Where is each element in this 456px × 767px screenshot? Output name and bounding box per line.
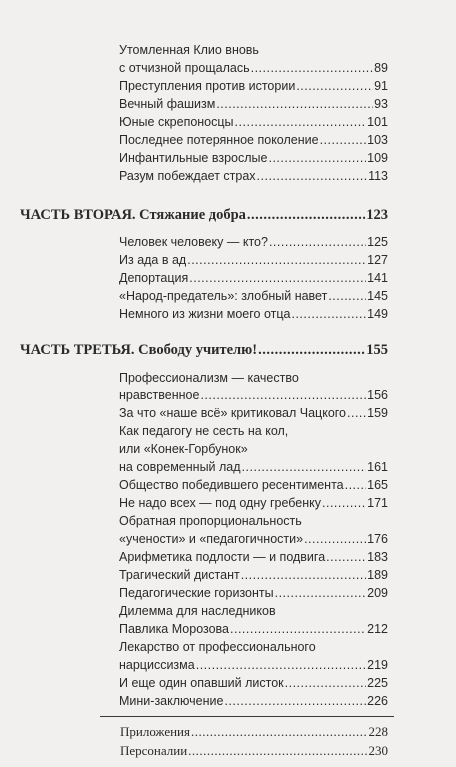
toc-entry[interactable] [119,387,388,404]
toc-entry-title: Из ада в ад [119,253,187,267]
toc-entry-title: Преступления против истории [119,79,296,93]
toc-entry-page: 176 [367,532,388,546]
toc-entry-page: 127 [367,253,388,267]
toc-entry[interactable] [119,675,388,692]
dot-leader [216,96,373,112]
toc-entry[interactable] [119,405,388,422]
toc-entry[interactable] [119,567,388,584]
toc-entry[interactable] [119,114,388,131]
toc-entry-page: 113 [368,169,388,183]
toc-entry-page: 141 [367,271,388,285]
toc-appendix-entry[interactable] [120,743,388,760]
toc-entry-page: 159 [367,406,388,420]
toc-entry[interactable] [119,270,388,287]
dot-leader [230,621,366,637]
toc-entry-page: 226 [367,694,388,708]
toc-entry-page: 230 [368,743,388,758]
toc-entry[interactable] [119,60,388,77]
toc-entry[interactable] [119,288,388,305]
toc-entry-page: 212 [367,622,388,636]
toc-entry-title: Как педагогу не сесть на кол, [119,424,289,438]
toc-entry[interactable] [119,132,388,149]
toc-entry-page: 89 [374,61,388,75]
toc-entry-title: Немного из жизни моего отца [119,307,291,321]
toc-entry-page: 189 [367,568,388,582]
dot-leader [320,132,367,148]
dot-leader [200,387,366,403]
dot-leader [224,693,366,709]
toc-entry[interactable] [119,96,388,113]
toc-part-page: 123 [366,207,388,223]
toc-entry-page: 183 [367,550,388,564]
toc-entry-page: 219 [367,658,388,672]
toc-entry[interactable] [119,639,388,656]
toc-entry-title: Вечный фашизм [119,97,216,111]
toc-entry-page: 165 [367,478,388,492]
toc-entry-title: Лекарство от профессионального [119,640,316,654]
dot-leader [258,341,365,359]
dot-leader [328,288,366,304]
toc-entry-title: Арифметика подлости — и подвига [119,550,326,564]
toc-entry[interactable] [119,423,388,440]
toc-appendix-entry[interactable] [120,724,388,741]
toc-entry-page: 93 [374,97,388,111]
toc-entry-page: 209 [367,586,388,600]
toc-entry-title: нравственное [119,388,200,402]
toc-entry-page: 101 [367,115,388,129]
toc-entry[interactable] [119,252,388,269]
toc-entry-page: 145 [367,289,388,303]
toc-entry[interactable] [119,477,388,494]
toc-entry-page: 171 [367,496,388,510]
dot-leader [304,531,366,547]
toc-entry-title: Инфантильные взрослые [119,151,268,165]
toc-entry-title: «Народ-предатель»: злобный навет [119,289,328,303]
toc-part-heading[interactable] [20,206,388,225]
toc-entry-page: 109 [367,151,388,165]
toc-part-title: ЧАСТЬ ТРЕТЬЯ. Свободу учителю! [20,342,258,358]
dot-leader [251,60,374,76]
toc-entry[interactable] [119,513,388,530]
dot-leader [296,78,373,94]
dot-leader [247,206,365,224]
toc-entry-page: 156 [367,388,388,402]
toc-entry-title: Утомленная Клио вновь [119,43,259,57]
toc-entry[interactable] [119,585,388,602]
toc-entry[interactable] [119,531,388,548]
toc-entry[interactable] [119,42,388,59]
toc-entry-page: 149 [367,307,388,321]
toc-entry[interactable] [119,693,388,710]
toc-entry-title: Персоналии [120,743,188,758]
toc-entry[interactable] [119,168,388,185]
toc-entry-title: За что «наше всё» критиковал Чацкого [119,406,347,420]
toc-entry[interactable] [119,459,388,476]
toc-entry[interactable] [119,603,388,620]
dot-leader [235,114,367,130]
dot-leader [326,549,366,565]
dot-leader [188,743,367,759]
toc-entry-title: Последнее потерянное поколение [119,133,319,147]
toc-entry-title: Обратная пропорциональность [119,514,302,528]
toc-entry-title: или «Конек-Горбунок» [119,442,248,456]
toc-entry-page: 161 [367,460,388,474]
toc-entry-title: «учености» и «педагогичности» [119,532,304,546]
toc-entry-page: 225 [367,676,388,690]
toc-entry[interactable] [119,78,388,95]
toc-part-title: ЧАСТЬ ВТОРАЯ. Стяжание добра [20,207,246,223]
toc-entry-title: Мини-заключение [119,694,224,708]
toc-entry[interactable] [119,549,388,566]
toc-entry-page: 91 [374,79,388,93]
dot-leader [269,234,366,250]
toc-entry-title: Педагогические горизонты [119,586,274,600]
toc-entry-page: 125 [367,235,388,249]
toc-entry[interactable] [119,441,388,458]
toc-part-heading[interactable] [20,341,388,360]
toc-entry-title: Дилемма для наследников [119,604,276,618]
dot-leader [345,477,367,493]
dot-leader [291,306,366,322]
toc-entry-page: 228 [368,724,388,739]
toc-entry-title: Павлика Морозова [119,622,229,636]
toc-entry-title: Депортация [119,271,189,285]
dot-leader [268,150,366,166]
dot-leader [285,675,367,691]
dot-leader [187,252,366,268]
toc-entry-title: Общество победившего ресентимента [119,478,344,492]
dot-leader [189,270,366,286]
dot-leader [241,567,366,583]
toc-entry[interactable] [119,370,388,387]
toc-entry[interactable] [119,495,388,512]
toc-entry-title: с отчизной прощалась [119,61,250,75]
toc-entry[interactable] [119,306,388,323]
toc-part-page: 155 [366,342,388,358]
toc-entry[interactable] [119,234,388,251]
dot-leader [322,495,366,511]
toc-entry[interactable] [119,150,388,167]
toc-entry-title: Человек человеку — кто? [119,235,268,249]
toc-entry-title: И еще один опавший листок [119,676,284,690]
toc-entry-title: Профессионализм — качество [119,371,299,385]
toc-entry-title: Не надо всех — под одну гребенку [119,496,322,510]
toc-entry-page: 103 [367,133,388,147]
section-divider [100,716,394,717]
toc-entry[interactable] [119,621,388,638]
dot-leader [275,585,367,601]
dot-leader [242,459,367,475]
toc-entry-title: Приложения [120,724,190,739]
toc-entry[interactable] [119,657,388,674]
toc-entry-title: Разум побеждает страх [119,169,256,183]
dot-leader [257,168,368,184]
toc-entry-title: Трагический дистант [119,568,240,582]
toc-entry-title: нарциссизма [119,658,195,672]
toc-entry-title: Юные скрепоносцы [119,115,234,129]
toc-entry-title: на современный лад [119,460,241,474]
dot-leader [191,724,368,740]
dot-leader [347,405,366,421]
dot-leader [196,657,366,673]
